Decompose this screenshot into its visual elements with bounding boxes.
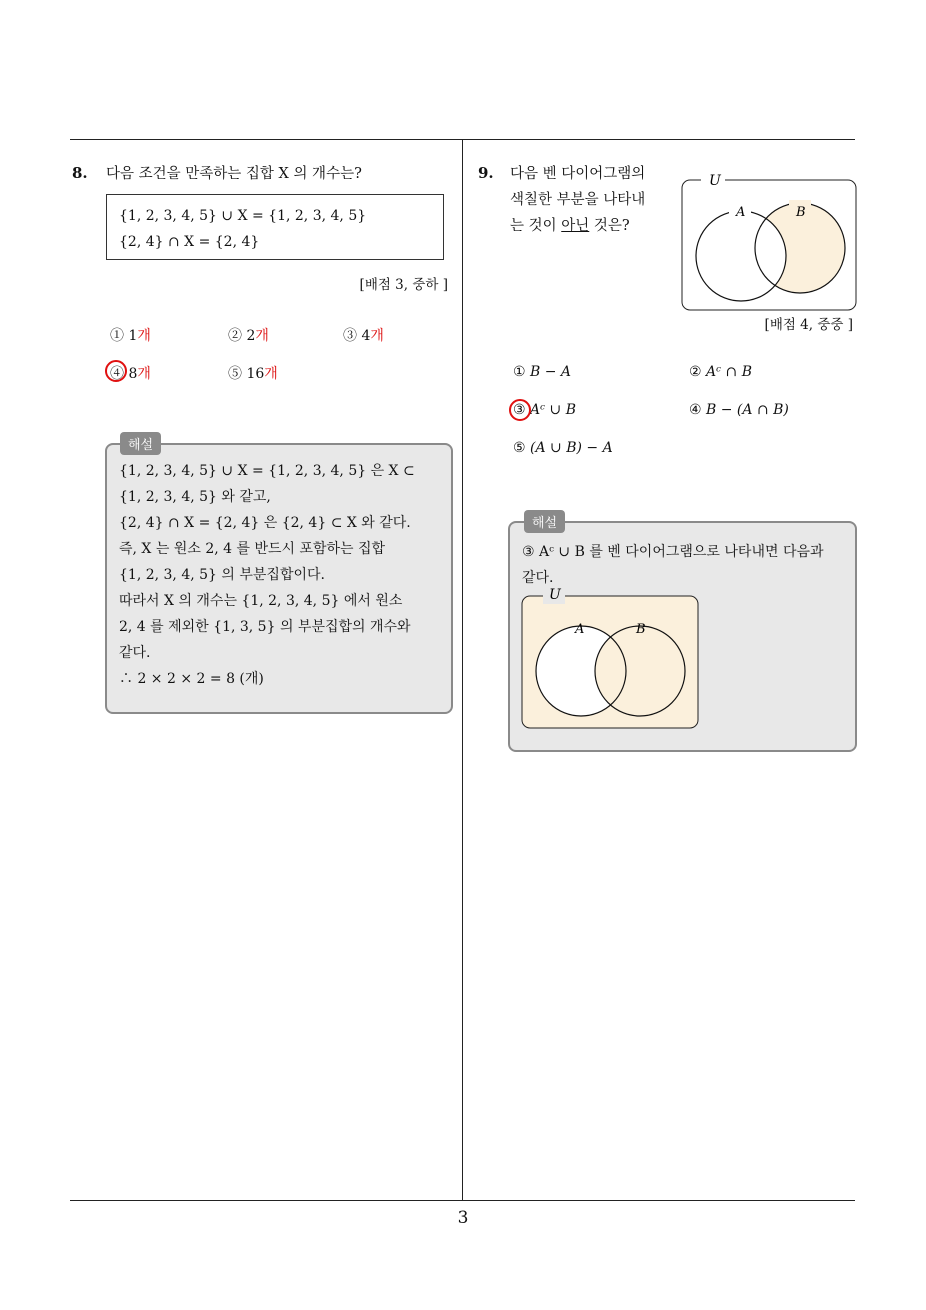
choice-value: 1 bbox=[128, 328, 138, 344]
q8-answer-mark-icon bbox=[105, 360, 127, 382]
q8-solution-line-2: {1, 2, 3, 4, 5} 와 같고, bbox=[119, 489, 271, 505]
q9-number: 9. bbox=[478, 164, 494, 182]
q9-question-line-1: 다음 벤 다이어그램의 bbox=[510, 166, 646, 182]
q8-choice-1[interactable] bbox=[110, 325, 151, 345]
label-set-b: B bbox=[796, 205, 806, 220]
q9-solution-tag: 해설 bbox=[524, 510, 565, 533]
q9-choice-2[interactable] bbox=[689, 364, 752, 380]
choice-expr: Aᶜ ∩ B bbox=[706, 364, 752, 380]
q8-solution-line-3: {2, 4} ∩ X = {2, 4} 은 {2, 4} ⊂ X 와 같다. bbox=[119, 515, 411, 531]
q8-question: 다음 조건을 만족하는 집합 X 의 개수는? bbox=[106, 166, 362, 182]
q9-score: [배점 4, 중중 ] bbox=[764, 317, 853, 333]
q9-question bbox=[510, 161, 645, 239]
q8-condition-1: {1, 2, 3, 4, 5} ∪ X = {1, 2, 3, 4, 5} bbox=[119, 208, 367, 224]
q8-solution-line-1: {1, 2, 3, 4, 5} ∪ X = {1, 2, 3, 4, 5} 은 X ⊂ bbox=[119, 463, 415, 479]
choice-value: 2 bbox=[246, 328, 256, 344]
choice-mark: ② bbox=[228, 328, 242, 344]
q8-choice-2[interactable] bbox=[228, 325, 269, 345]
solution-label-universe: U bbox=[549, 587, 561, 603]
choice-mark: ④ bbox=[110, 366, 124, 382]
choice-mark: ② bbox=[689, 364, 702, 380]
q9-question-end: 것은? bbox=[593, 218, 630, 234]
label-set-a: A bbox=[736, 205, 746, 220]
q8-score: [배점 3, 중하 ] bbox=[359, 277, 448, 293]
q8-solution-line-6: 따라서 X 의 개수는 {1, 2, 3, 4, 5} 에서 원소 bbox=[119, 593, 403, 609]
q8-solution-line-8: 같다. bbox=[119, 645, 151, 661]
choice-expr: B − (A ∩ B) bbox=[706, 402, 789, 418]
choice-mark: ③ bbox=[513, 402, 526, 418]
q9-solution-line-2: 같다. bbox=[522, 570, 554, 586]
choice-mark: ① bbox=[110, 328, 124, 344]
q8-solution-line-7: 2, 4 를 제외한 {1, 3, 5} 의 부분집합의 개수와 bbox=[119, 619, 411, 635]
q8-number: 8. bbox=[72, 164, 88, 182]
choice-unit: 개 bbox=[137, 328, 151, 344]
choice-expr: (A ∪ B) − A bbox=[530, 440, 613, 456]
column-divider bbox=[462, 139, 463, 1200]
choice-expr: B − A bbox=[530, 364, 572, 380]
q9-choice-1[interactable] bbox=[513, 364, 571, 380]
choice-value: 16 bbox=[246, 366, 265, 382]
q8-condition-box bbox=[106, 194, 444, 260]
q9-choice-4[interactable] bbox=[689, 402, 789, 418]
choice-mark: ④ bbox=[689, 402, 702, 418]
choice-unit: 개 bbox=[137, 366, 151, 382]
q8-condition-2: {2, 4} ∩ X = {2, 4} bbox=[119, 234, 260, 250]
q8-solution-box bbox=[105, 443, 453, 714]
bottom-rule bbox=[70, 1200, 855, 1201]
q8-solution-tag: 해설 bbox=[120, 432, 161, 455]
q9-question-line-2: 색칠한 부분을 나타내 bbox=[510, 192, 646, 208]
page-number: 3 bbox=[457, 1208, 469, 1228]
q9-question-line-3-start: 는 것이 bbox=[510, 218, 557, 234]
q8-solution-line-4: 즉, X 는 원소 2, 4 를 반드시 포함하는 집합 bbox=[119, 541, 386, 557]
label-universe: U bbox=[709, 173, 721, 189]
q9-solution-venn-diagram bbox=[519, 585, 703, 733]
q8-solution-line-9: ∴ 2 × 2 × 2 = 8 (개) bbox=[119, 671, 264, 687]
q9-choice-5[interactable] bbox=[513, 440, 613, 456]
choice-mark: ⑤ bbox=[228, 366, 242, 382]
choice-mark: ③ bbox=[343, 328, 357, 344]
choice-value: 8 bbox=[128, 366, 138, 382]
q9-answer-mark-icon bbox=[509, 399, 531, 421]
choice-mark: ⑤ bbox=[513, 440, 526, 456]
q8-choice-5[interactable] bbox=[228, 363, 278, 383]
q9-question-underlined: 아닌 bbox=[561, 218, 590, 234]
choice-unit: 개 bbox=[370, 328, 384, 344]
choice-unit: 개 bbox=[255, 328, 269, 344]
q8-choice-3[interactable] bbox=[343, 325, 384, 345]
choice-value: 4 bbox=[361, 328, 371, 344]
q8-solution-line-5: {1, 2, 3, 4, 5} 의 부분집합이다. bbox=[119, 567, 325, 583]
q9-question-line-3 bbox=[510, 213, 645, 239]
solution-label-set-b: B bbox=[636, 622, 646, 637]
q9-venn-diagram bbox=[679, 170, 861, 315]
choice-mark: ① bbox=[513, 364, 526, 380]
choice-expr: Aᶜ ∪ B bbox=[530, 402, 576, 418]
solution-label-set-a: A bbox=[575, 622, 585, 637]
q9-solution-line-1: ③ Aᶜ ∪ B 를 벤 다이어그램으로 나타내면 다음과 bbox=[522, 544, 824, 560]
choice-unit: 개 bbox=[264, 366, 278, 382]
